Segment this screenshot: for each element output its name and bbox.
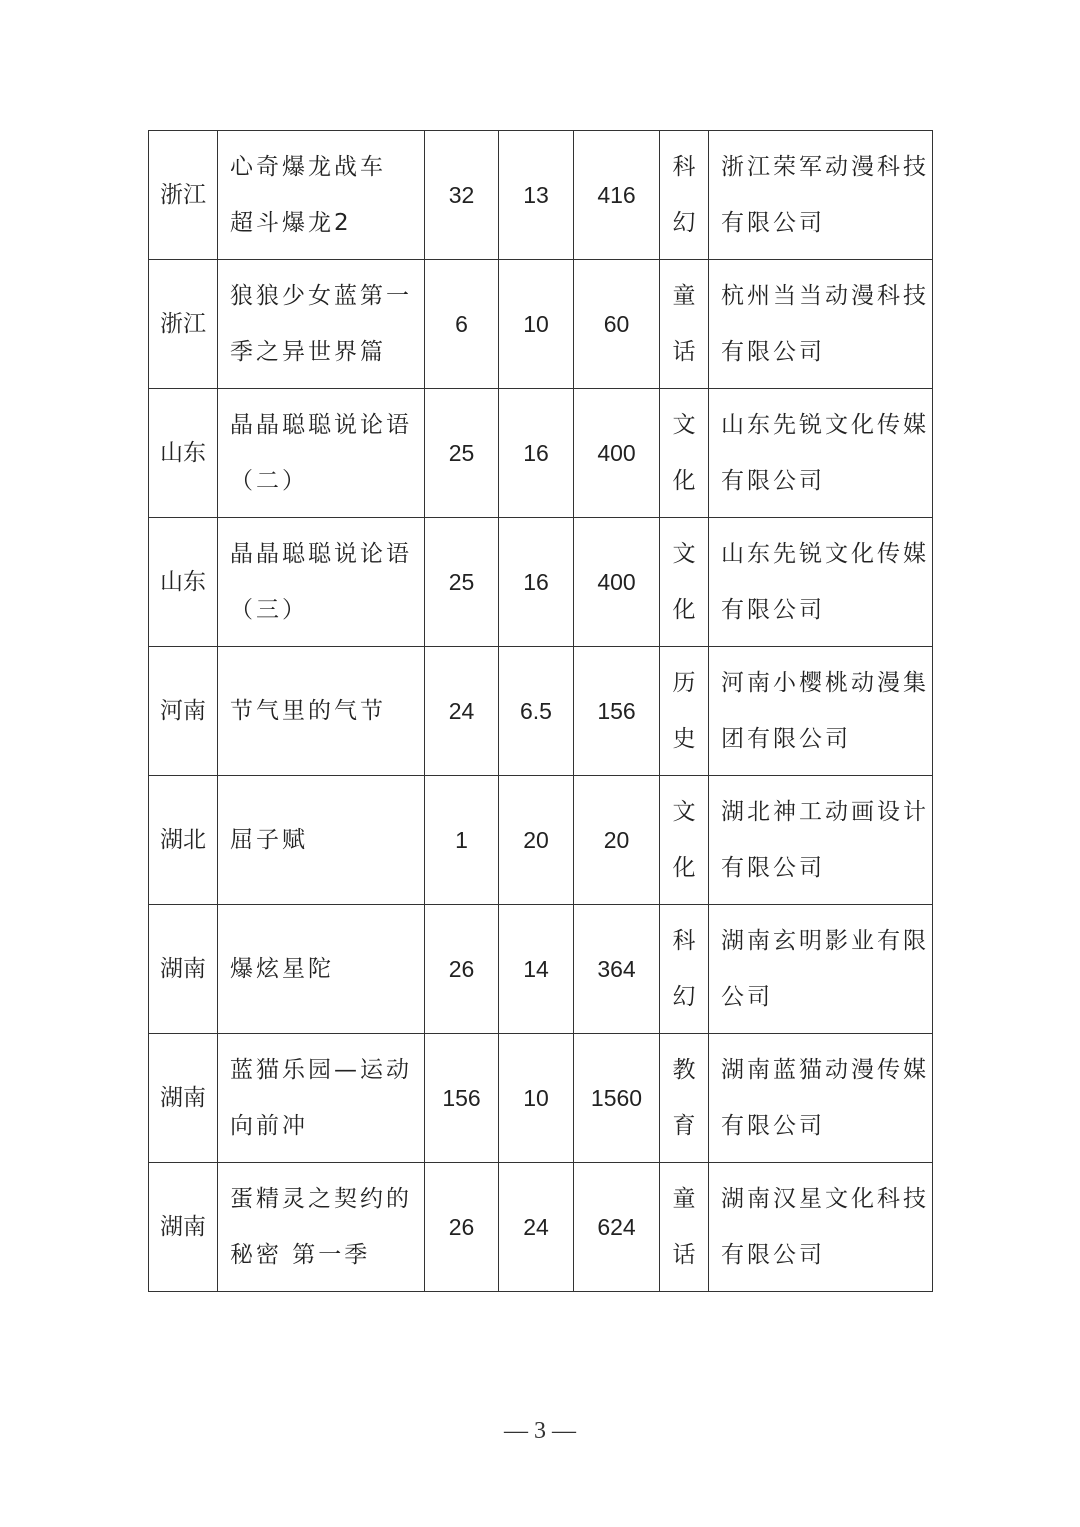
company-cell	[709, 905, 933, 1034]
company-line: 杭州当当动漫科技	[721, 283, 929, 309]
table-row	[149, 905, 933, 1034]
province-cell: 山东	[149, 389, 218, 518]
title-line: 屈子赋	[230, 827, 308, 853]
total-minutes-cell: 364	[574, 905, 660, 1034]
province-cell: 湖北	[149, 776, 218, 905]
minutes-each-cell: 6.5	[499, 647, 574, 776]
title-line: （三）	[230, 597, 308, 623]
company-line: 有限公司	[721, 855, 825, 881]
minutes-each-cell: 16	[499, 389, 574, 518]
company-line: 山东先锐文化传媒	[721, 541, 929, 567]
total-minutes-cell: 416	[574, 131, 660, 260]
total-minutes-cell: 60	[574, 260, 660, 389]
province-cell: 湖南	[149, 1163, 218, 1292]
episodes-cell: 26	[425, 1163, 499, 1292]
episodes-cell: 26	[425, 905, 499, 1034]
province-cell: 湖南	[149, 905, 218, 1034]
episodes-cell: 25	[425, 389, 499, 518]
genre-cell	[660, 776, 709, 905]
title-line: 狼狼少女蓝第一	[230, 283, 412, 309]
company-line: 浙江荣军动漫科技	[721, 154, 929, 180]
minutes-each-cell: 16	[499, 518, 574, 647]
title-line: 晶晶聪聪说论语	[230, 412, 412, 438]
genre-cell	[660, 518, 709, 647]
minutes-each-cell: 14	[499, 905, 574, 1034]
title-line: 爆炫星陀	[230, 956, 334, 982]
table-row	[149, 1034, 933, 1163]
title-cell	[218, 260, 425, 389]
title-line: 季之异世界篇	[230, 339, 386, 365]
page-number: — 3 —	[504, 1418, 576, 1444]
minutes-each-cell: 24	[499, 1163, 574, 1292]
title-line: 超斗爆龙2	[230, 210, 352, 236]
province-cell: 湖南	[149, 1034, 218, 1163]
company-line: 公司	[721, 984, 773, 1010]
genre-char: 文	[672, 799, 696, 825]
company-line: 有限公司	[721, 210, 825, 236]
total-minutes-cell: 156	[574, 647, 660, 776]
company-line: 有限公司	[721, 1113, 825, 1139]
table-row	[149, 518, 933, 647]
minutes-each-cell: 13	[499, 131, 574, 260]
title-line: 向前冲	[230, 1113, 308, 1139]
title-line: 心奇爆龙战车	[230, 154, 386, 180]
title-cell	[218, 389, 425, 518]
company-line: 有限公司	[721, 339, 825, 365]
genre-char: 科	[672, 928, 696, 954]
total-minutes-cell: 624	[574, 1163, 660, 1292]
title-cell	[218, 518, 425, 647]
province-cell: 浙江	[149, 131, 218, 260]
title-cell	[218, 131, 425, 260]
company-line: 河南小樱桃动漫集	[721, 670, 929, 696]
genre-char: 化	[672, 597, 696, 623]
genre-cell	[660, 905, 709, 1034]
table-row	[149, 389, 933, 518]
genre-cell	[660, 1163, 709, 1292]
genre-cell	[660, 647, 709, 776]
total-minutes-cell: 400	[574, 518, 660, 647]
company-line: 湖南玄明影业有限	[721, 928, 929, 954]
table-row	[149, 1163, 933, 1292]
table-row	[149, 647, 933, 776]
company-line: 有限公司	[721, 468, 825, 494]
minutes-each-cell: 10	[499, 260, 574, 389]
company-cell	[709, 776, 933, 905]
episodes-cell: 24	[425, 647, 499, 776]
genre-char: 史	[672, 726, 696, 752]
province-cell: 浙江	[149, 260, 218, 389]
genre-cell	[660, 389, 709, 518]
program-table	[148, 130, 933, 1292]
company-line: 湖南汉星文化科技	[721, 1186, 929, 1212]
genre-char: 童	[672, 1186, 696, 1212]
title-line: 节气里的气节	[230, 698, 386, 724]
episodes-cell: 25	[425, 518, 499, 647]
program-table-body	[149, 131, 933, 1292]
genre-char: 化	[672, 855, 696, 881]
genre-char: 话	[672, 1242, 696, 1268]
company-line: 有限公司	[721, 1242, 825, 1268]
genre-char: 文	[672, 541, 696, 567]
company-line: 湖北神工动画设计	[721, 799, 929, 825]
title-line: （二）	[230, 468, 308, 494]
genre-char: 历	[672, 670, 696, 696]
table-row	[149, 260, 933, 389]
title-cell	[218, 905, 425, 1034]
title-line: 蛋精灵之契约的	[230, 1186, 412, 1212]
genre-char: 童	[672, 283, 696, 309]
title-line: 蓝猫乐园—运动	[230, 1057, 412, 1083]
genre-cell	[660, 1034, 709, 1163]
table-row	[149, 776, 933, 905]
genre-cell	[660, 131, 709, 260]
company-cell	[709, 260, 933, 389]
genre-char: 话	[672, 339, 696, 365]
title-cell	[218, 647, 425, 776]
total-minutes-cell: 1560	[574, 1034, 660, 1163]
title-cell	[218, 1163, 425, 1292]
company-cell	[709, 389, 933, 518]
title-line: 秘密 第一季	[230, 1242, 371, 1268]
company-line: 团有限公司	[721, 726, 851, 752]
province-cell: 山东	[149, 518, 218, 647]
company-line: 有限公司	[721, 597, 825, 623]
genre-char: 文	[672, 412, 696, 438]
episodes-cell: 156	[425, 1034, 499, 1163]
company-cell	[709, 518, 933, 647]
title-cell	[218, 776, 425, 905]
genre-char: 化	[672, 468, 696, 494]
genre-cell	[660, 260, 709, 389]
total-minutes-cell: 20	[574, 776, 660, 905]
title-cell	[218, 1034, 425, 1163]
episodes-cell: 32	[425, 131, 499, 260]
minutes-each-cell: 20	[499, 776, 574, 905]
genre-char: 幻	[672, 984, 696, 1010]
company-cell	[709, 647, 933, 776]
episodes-cell: 6	[425, 260, 499, 389]
total-minutes-cell: 400	[574, 389, 660, 518]
genre-char: 教	[672, 1057, 696, 1083]
genre-char: 幻	[672, 210, 696, 236]
company-line: 湖南蓝猫动漫传媒	[721, 1057, 929, 1083]
company-cell	[709, 131, 933, 260]
episodes-cell: 1	[425, 776, 499, 905]
genre-char: 育	[672, 1113, 696, 1139]
province-cell: 河南	[149, 647, 218, 776]
title-line: 晶晶聪聪说论语	[230, 541, 412, 567]
genre-char: 科	[672, 154, 696, 180]
company-cell	[709, 1163, 933, 1292]
table-row	[149, 131, 933, 260]
minutes-each-cell: 10	[499, 1034, 574, 1163]
company-line: 山东先锐文化传媒	[721, 412, 929, 438]
company-cell	[709, 1034, 933, 1163]
